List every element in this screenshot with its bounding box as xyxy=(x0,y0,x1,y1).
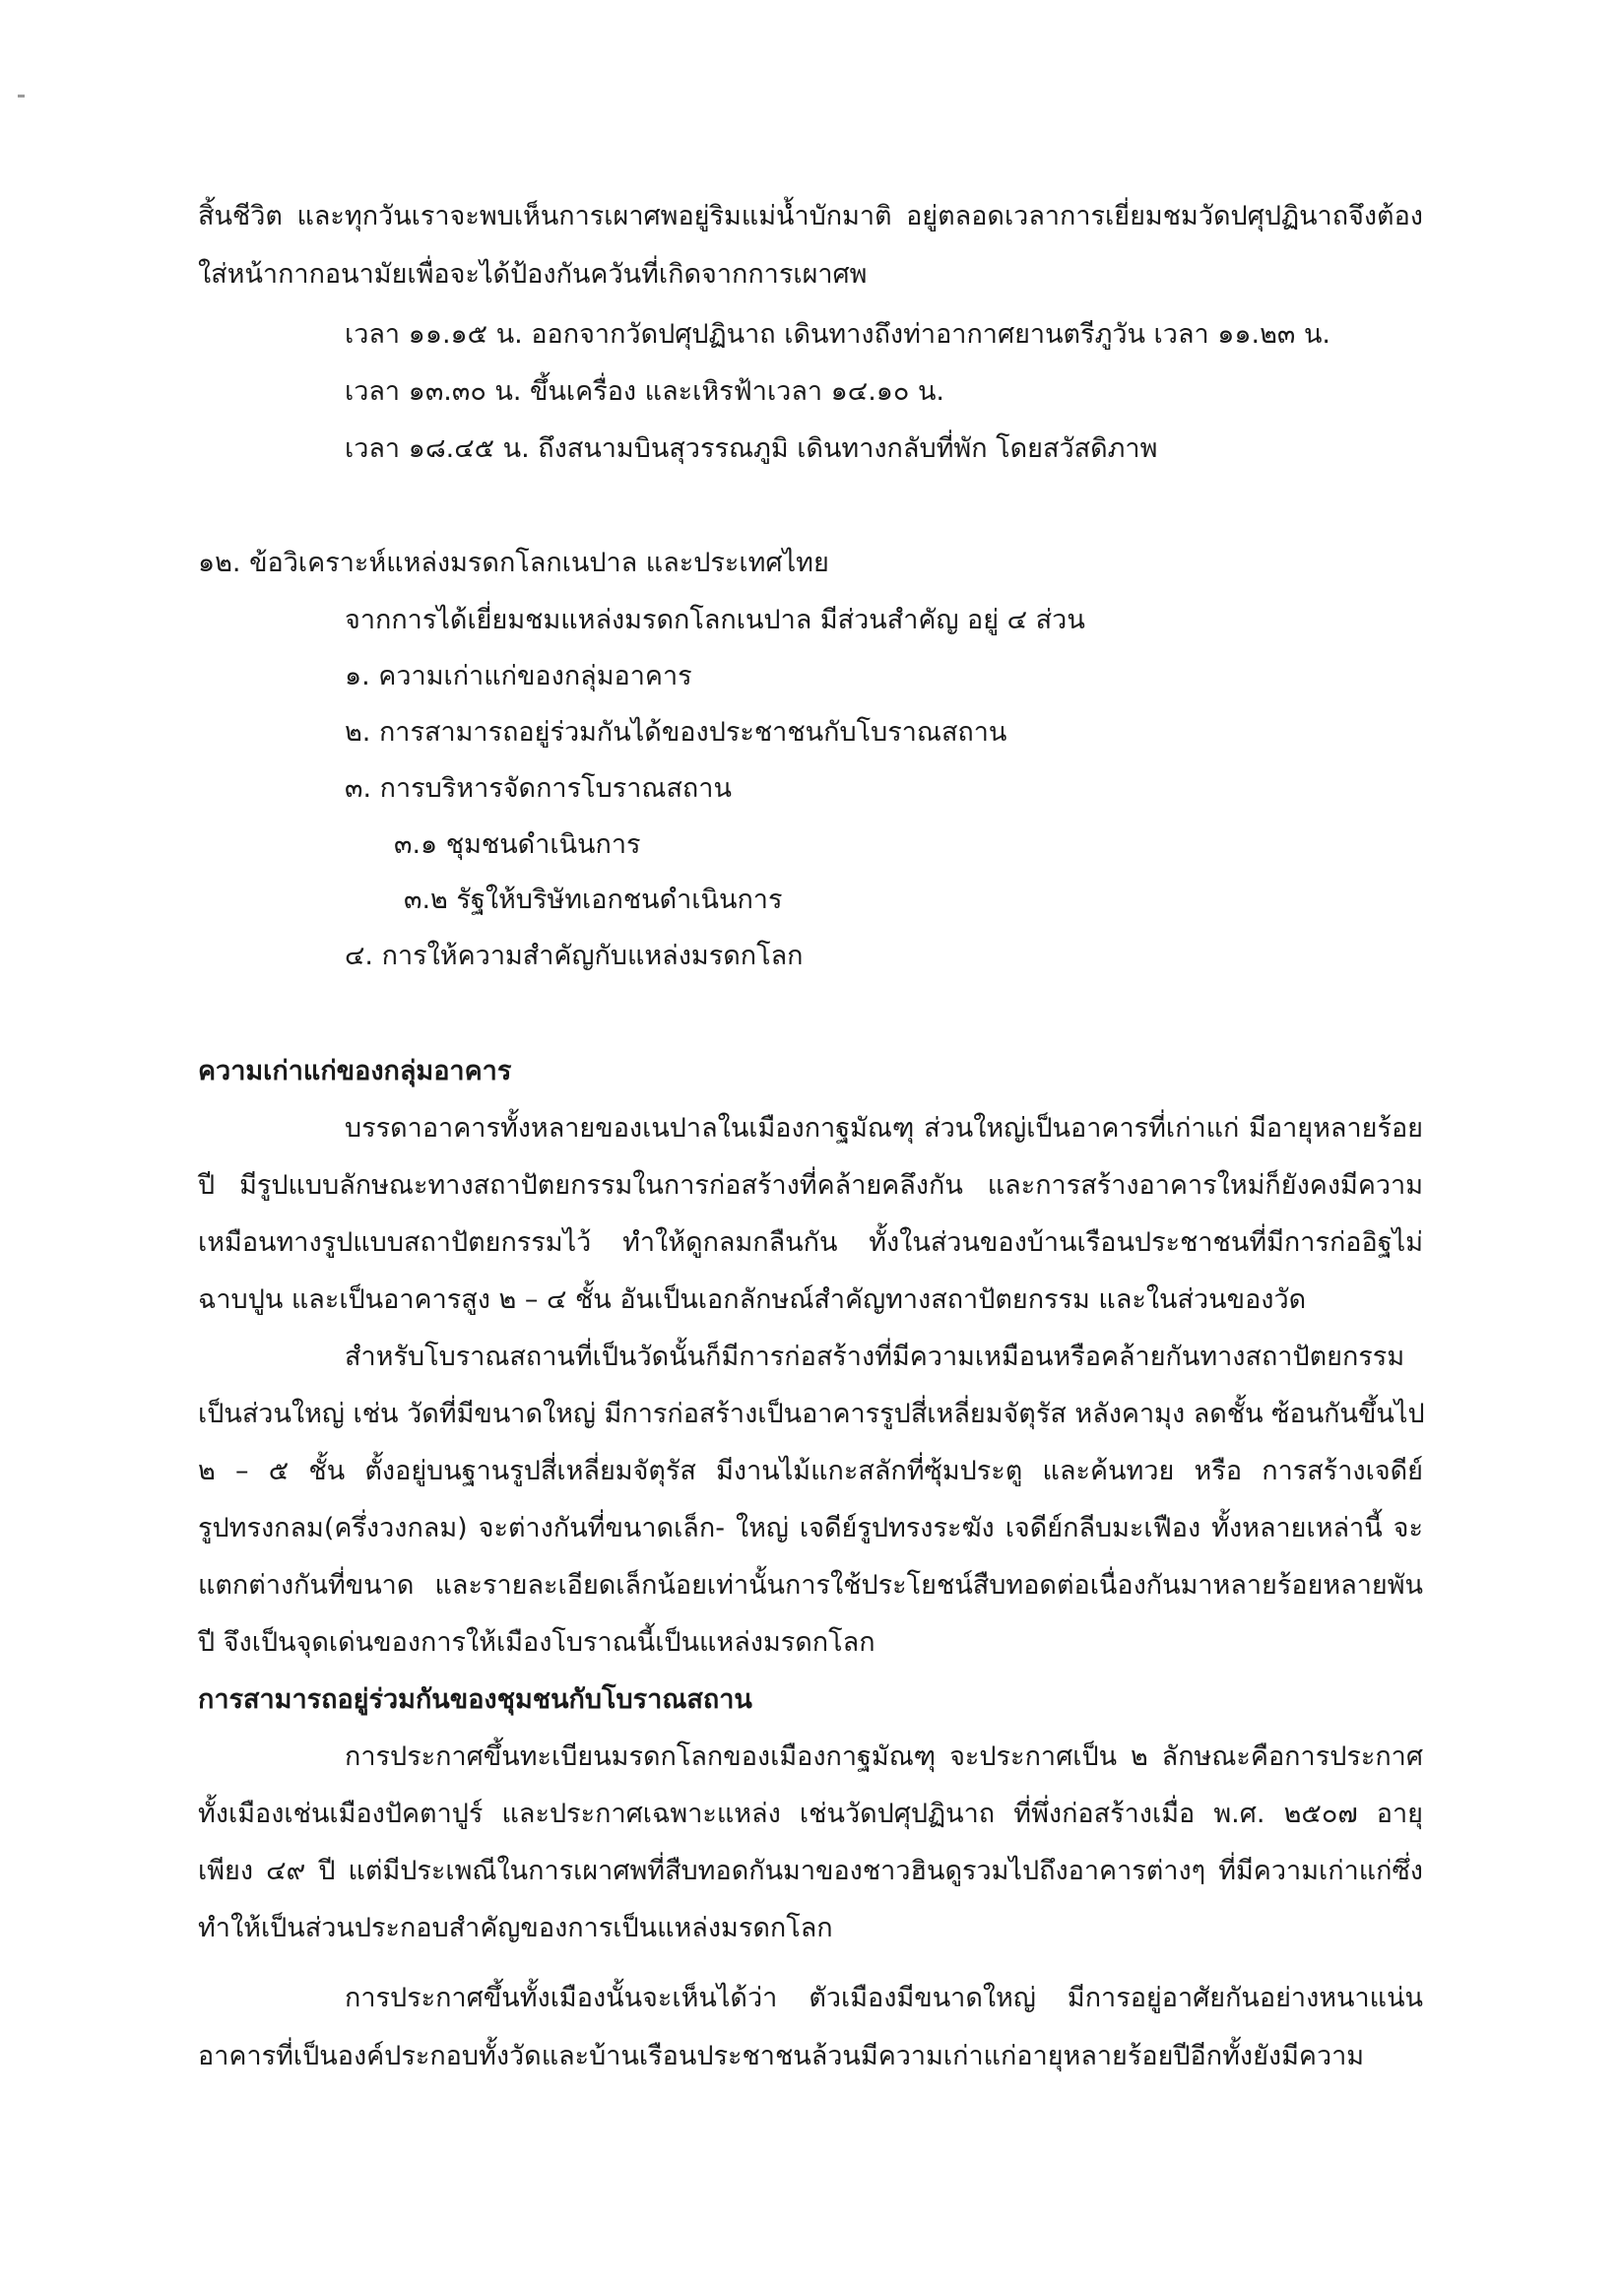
list-item: ๒. การสามารถอยู่ร่วมกันได้ของประชาชนกับโบราณสถาน xyxy=(345,717,1007,748)
list-item: ๑. ความเก่าแก่ของกลุ่มอาคาร xyxy=(345,661,692,691)
paragraph-line: ๒ – ๕ ชั้น ตั้งอยู่บนฐานรูปสี่เหลี่ยมจัตุรัส มีงานไม้แกะสลักที่ซุ้มประตู และค้นทวย หรือ การสร้างเจดีย์ xyxy=(198,1456,1423,1486)
paragraph-line: ปี จึงเป็นจุดเด่นของการให้เมืองโบราณนี้เป็นแหล่งมรดกโลก xyxy=(198,1627,875,1658)
paragraph-line: การประกาศขึ้นทั้งเมืองนั้นจะเห็นได้ว่า ตัวเมืองมีขนาดใหญ่ มีการอยู่อาศัยกันอย่างหนาแน่น xyxy=(345,1983,1423,2013)
paragraph-line: เหมือนทางรูปแบบสถาปัตยกรรมไว้ ทำให้ดูกลมกลืนกัน ทั้งในส่วนของบ้านเรือนประชาชนที่มีการก่ออิฐไม่ xyxy=(198,1227,1423,1258)
paragraph-line: สิ้นชีวิต และทุกวันเราจะพบเห็นการเผาศพอยู่ริมแม่น้ำบักมาติ อยู่ตลอดเวลาการเยี่ยมชมวัดปศุปฏินาถจึงต้อง xyxy=(198,201,1423,231)
schedule-line: เวลา ๑๘.๔๕ น. ถึงสนามบินสุวรรณภูมิ เดินทางกลับที่พัก โดยสวัสดิภาพ xyxy=(345,433,1158,464)
paragraph-line: ปี มีรูปแบบลักษณะทางสถาปัตยกรรมในการก่อสร้างที่คล้ายคลึงกัน และการสร้างอาคารใหม่ก็ยังคงมีความ xyxy=(198,1170,1423,1201)
paragraph-line: การประกาศขึ้นทะเบียนมรดกโลกของเมืองกาฐมัณฑุ จะประกาศเป็น ๒ ลักษณะคือการประกาศ xyxy=(345,1741,1423,1772)
paragraph-line: เป็นส่วนใหญ่ เช่น วัดที่มีขนาดใหญ่ มีการก่อสร้างเป็นอาคารรูปสี่เหลี่ยมจัตุรัส หลังคามุง ลดชั้น ซ้อนกันขึ้นไป xyxy=(198,1399,1425,1429)
section-heading: ความเก่าแก่ของกลุ่มอาคาร xyxy=(198,1056,512,1086)
paragraph-line: เพียง ๔๙ ปี แต่มีประเพณีในการเผาศพที่สืบทอดกันมาของชาวฮินดูรวมไปถึงอาคารต่างๆ ที่มีความเก่าแก่ซึ่ง xyxy=(198,1856,1423,1886)
paragraph-line: แตกต่างกันที่ขนาด และรายละเอียดเล็กน้อยเท่านั้นการใช้ประโยชน์สืบทอดต่อเนื่องกันมาหลายร้อยหลายพัน xyxy=(198,1570,1423,1601)
sub-list-item: ๓.๒ รัฐให้บริษัทเอกชนดำเนินการ xyxy=(404,885,783,915)
paragraph-line: ฉาบปูน และเป็นอาคารสูง ๒ – ๔ ชั้น อันเป็นเอกลักษณ์สำคัญทางสถาปัตยกรรม และในส่วนของวัด xyxy=(198,1284,1307,1315)
paragraph-line: ทั้งเมืองเช่นเมืองปัคตาปูร์ และประกาศเฉพาะแหล่ง เช่นวัดปศุปฏินาถ ที่พึ่งก่อสร้างเมื่อ พ.ศ. ๒๕๐๗ อายุ xyxy=(198,1799,1423,1829)
schedule-line: เวลา ๑๑.๑๕ น. ออกจากวัดปศุปฏินาถ เดินทางถึงท่าอากาศยานตรีภูวัน เวลา ๑๑.๒๓ น. xyxy=(345,319,1330,350)
paragraph-line: บรรดาอาคารทั้งหลายของเนปาลในเมืองกาฐมัณฑุ ส่วนใหญ่เป็นอาคารที่เก่าแก่ มีอายุหลายร้อย xyxy=(345,1113,1423,1144)
schedule-line: เวลา ๑๓.๓๐ น. ขึ้นเครื่อง และเหิรฟ้าเวลา ๑๔.๑๐ น. xyxy=(345,376,945,407)
paragraph-line: ใส่หน้ากากอนามัยเพื่อจะได้ป้องกันควันที่เกิดจากการเผาศพ xyxy=(198,259,868,290)
section-title: ๑๒. ข้อวิเคราะห์แหล่งมรดกโลกเนปาล และประเทศไทย xyxy=(198,548,829,578)
list-item: ๓. การบริหารจัดการโบราณสถาน xyxy=(345,773,732,804)
paragraph-line: รูปทรงกลม(ครึ่งวงกลม) จะต่างกันที่ขนาดเล็ก- ใหญ่ เจดีย์รูปทรงระฆัง เจดีย์กลีบมะเฟือง ทั้งหลายเหล่านี้ จะ xyxy=(198,1513,1423,1543)
sub-list-item: ๓.๑ ชุมชนดำเนินการ xyxy=(394,829,641,860)
scan-mark xyxy=(18,95,25,98)
paragraph-line: สำหรับโบราณสถานที่เป็นวัดนั้นก็มีการก่อสร้างที่มีความเหมือนหรือคล้ายกันทางสถาปัตยกรรม xyxy=(345,1342,1405,1372)
list-item: ๔. การให้ความสำคัญกับแหล่งมรดกโลก xyxy=(345,941,804,971)
section-intro: จากการได้เยี่ยมชมแหล่งมรดกโลกเนปาล มีส่วนสำคัญ อยู่ ๔ ส่วน xyxy=(345,605,1085,635)
section-heading: การสามารถอยู่ร่วมกันของชุมชนกับโบราณสถาน xyxy=(198,1684,752,1715)
paragraph-line: ทำให้เป็นส่วนประกอบสำคัญของการเป็นแหล่งมรดกโลก xyxy=(198,1913,833,1943)
paragraph-line: อาคารที่เป็นองค์ประกอบทั้งวัดและบ้านเรือนประชาชนล้วนมีความเก่าแก่อายุหลายร้อยปีอีกทั้งยังมีความ xyxy=(198,2041,1365,2071)
